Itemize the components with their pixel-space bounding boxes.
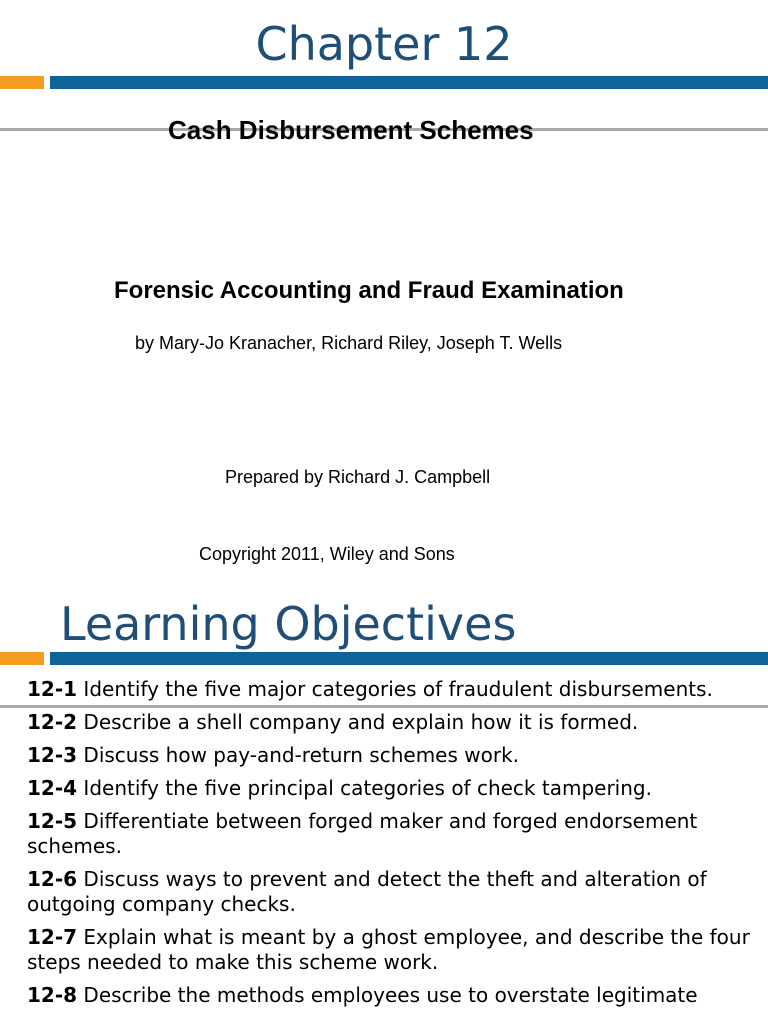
objective-text: Differentiate between forged maker and forged endorsement schemes.	[27, 809, 698, 858]
objective-text: Describe a shell company and explain how it is formed.	[83, 710, 639, 734]
accent-bar-orange	[0, 652, 44, 665]
copyright: Copyright 2011, Wiley and Sons	[199, 544, 455, 564]
prepared-by: Prepared by Richard J. Campbell	[225, 467, 491, 487]
accent-bar-blue	[50, 76, 768, 89]
list-item	[27, 925, 762, 975]
objective-code: 12-6	[27, 867, 78, 891]
objective-text: Describe the methods employees use to overstate legitimate	[83, 983, 698, 1007]
list-item	[27, 743, 762, 768]
list-item	[27, 867, 762, 917]
chapter-subtitle: Cash Disbursement Schemes	[168, 115, 534, 145]
objective-code: 12-5	[27, 809, 78, 833]
objectives-list	[27, 677, 762, 1016]
list-item	[27, 776, 762, 801]
list-item	[27, 809, 762, 859]
accent-bar-orange	[0, 76, 44, 89]
chapter-title: Chapter 12	[255, 17, 513, 71]
objective-text: Identify the five principal categories of check tampering.	[83, 776, 652, 800]
objective-text: Explain what is meant by a ghost employee, and describe the four steps needed to make this scheme work.	[27, 925, 750, 974]
list-item	[27, 677, 762, 702]
objective-text: Discuss how pay-and-return schemes work.	[83, 743, 520, 767]
objective-code: 12-8	[27, 983, 78, 1007]
slide-learning-objectives	[0, 590, 768, 1024]
objective-code: 12-7	[27, 925, 78, 949]
objective-text: Identify the five major categories of fraudulent disbursements.	[83, 677, 713, 701]
objective-code: 12-4	[27, 776, 78, 800]
objective-text: Discuss ways to prevent and detect the theft and alteration of outgoing company checks.	[27, 867, 707, 916]
objective-code: 12-1	[27, 677, 78, 701]
learning-objectives-title: Learning Objectives	[60, 597, 517, 651]
objective-code: 12-2	[27, 710, 78, 734]
list-item	[27, 983, 762, 1008]
book-authors: by Mary-Jo Kranacher, Richard Riley, Joseph T. Wells	[135, 333, 563, 353]
book-title: Forensic Accounting and Fraud Examination	[114, 277, 624, 304]
accent-bar-blue	[50, 652, 768, 665]
objective-code: 12-3	[27, 743, 78, 767]
list-item	[27, 710, 762, 735]
